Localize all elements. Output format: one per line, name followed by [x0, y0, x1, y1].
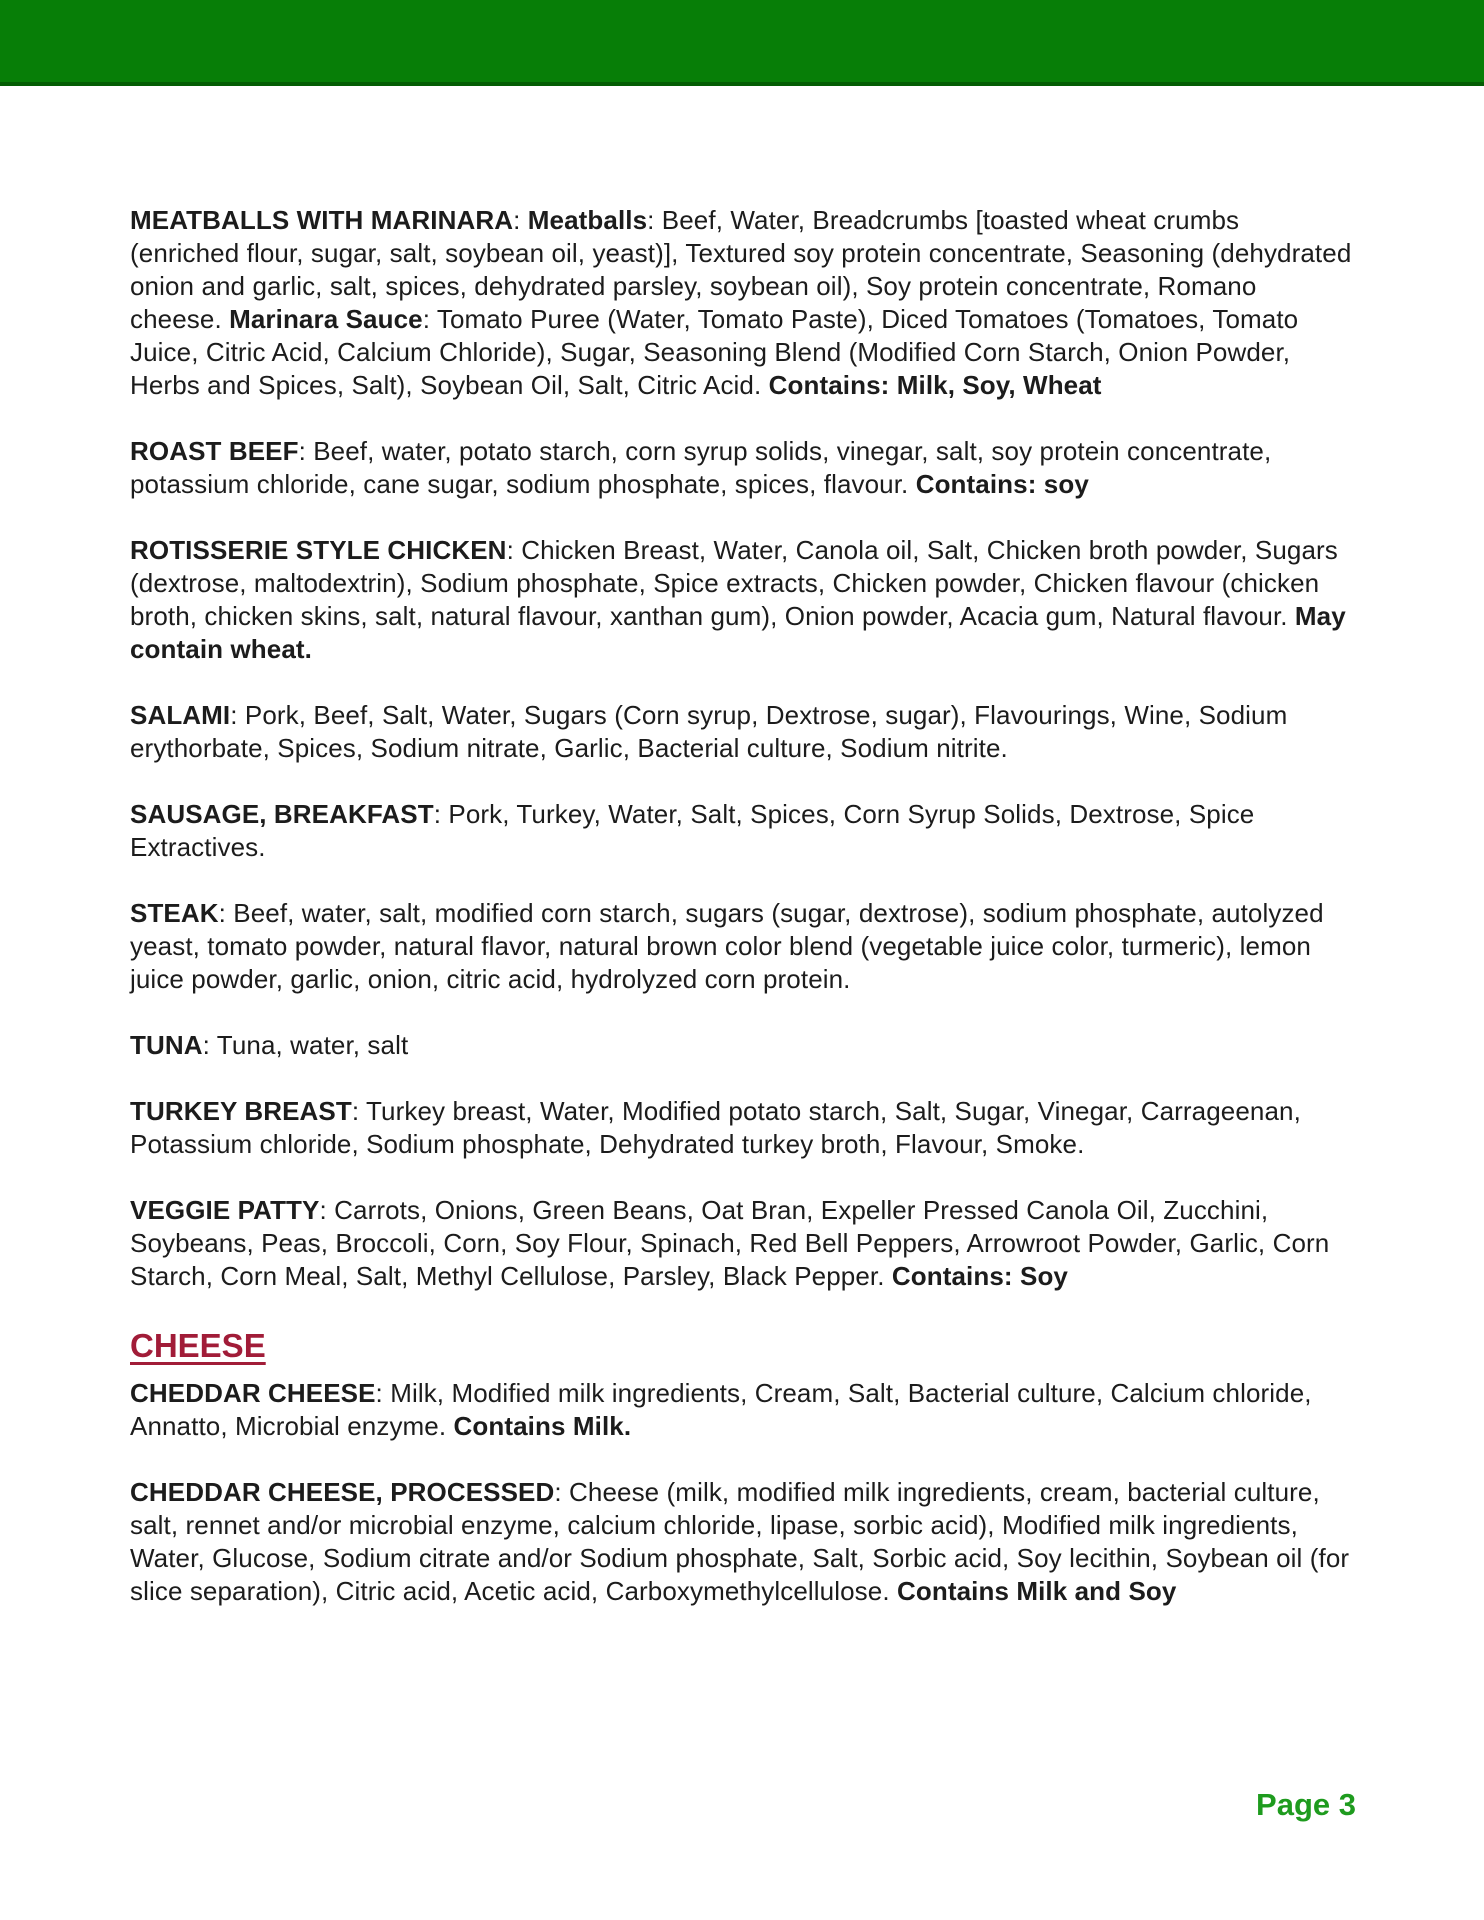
- ingredient-entry-cheddar-cheese-processed: [130, 1476, 1352, 1608]
- bold-text: ROAST BEEF: [130, 436, 299, 466]
- regular-text: : Beef, Water, Breadcrumbs [toasted wheat crumbs (enriched flour, sugar, salt, soybean oil, yeast)], Textured soy protein concentrate, Seasoning (dehydrated onion and garlic, salt, spices, dehydrated parsley, soybean oil), Soy protein concentrate, Romano cheese.: [130, 205, 1352, 334]
- ingredient-list: [130, 90, 1352, 1641]
- ingredient-entry-tuna: [130, 1029, 1352, 1062]
- regular-text: : Pork, Beef, Salt, Water, Sugars (Corn syrup, Dextrose, sugar), Flavourings, Wine, Sodium erythorbate, Spices, Sodium nitrate, Garlic, Bacterial culture, Sodium nitrite.: [130, 700, 1288, 763]
- bold-text: SAUSAGE, BREAKFAST: [130, 799, 434, 829]
- bold-text: VEGGIE PATTY: [130, 1195, 320, 1225]
- ingredient-entry-cheddar-cheese: [130, 1377, 1352, 1443]
- ingredient-entry-steak: [130, 897, 1352, 996]
- bold-text: May contain wheat.: [130, 601, 1346, 664]
- bold-text: Contains Milk.: [453, 1411, 632, 1441]
- section-heading-cheese: CHEESE: [130, 1327, 266, 1364]
- regular-text: : Turkey breast, Water, Modified potato starch, Salt, Sugar, Vinegar, Carrageenan, Potassium chloride, Sodium phosphate, Dehydrated turkey broth, Flavour, Smoke.: [130, 1096, 1301, 1159]
- regular-text: :: [513, 205, 528, 235]
- regular-text: : Carrots, Onions, Green Beans, Oat Bran, Expeller Pressed Canola Oil, Zucchini, Soybeans, Peas, Broccoli, Corn, Soy Flour, Spinach, Red Bell Peppers, Arrowroot Powder, Garlic, Corn Starch, Corn Meal, Salt, Methyl Cellulose, Parsley, Black Pepper.: [130, 1195, 1330, 1291]
- ingredient-entry-meatballs-with-marinara: [130, 204, 1352, 402]
- bold-text: Marinara Sauce: [229, 304, 423, 334]
- regular-text: : Chicken Breast, Water, Canola oil, Salt, Chicken broth powder, Sugars (dextrose, maltodextrin), Sodium phosphate, Spice extracts, Chicken powder, Chicken flavour (chicken broth, chicken skins, salt, natural flavour, xanthan gum), Onion powder, Acacia gum, Natural flavour.: [130, 535, 1338, 631]
- bold-text: Meatballs: [527, 205, 648, 235]
- ingredient-entry-sausage-breakfast: [130, 798, 1352, 864]
- regular-text: : Cheese (milk, modified milk ingredients, cream, bacterial culture, salt, rennet and/or microbial enzyme, calcium chloride, lipase, sorbic acid), Modified milk ingredients, Water, Glucose, Sodium citrate and/or Sodium phosphate, Salt, Sorbic acid, Soy lecithin, Soybean oil (for slice separation), Citric acid, Acetic acid, Carboxymethylcellulose.: [130, 1477, 1350, 1606]
- regular-text: : Tomato Puree (Water, Tomato Paste), Diced Tomatoes (Tomatoes, Tomato Juice, Citric Acid, Calcium Chloride), Sugar, Seasoning Blend (Modified Corn Starch, Onion Powder, Herbs and Spices, Salt), Soybean Oil, Salt, Citric Acid.: [130, 304, 1299, 400]
- ingredient-entry-rotisserie-style-chicken: [130, 534, 1352, 666]
- ingredient-entry-roast-beef: [130, 435, 1352, 501]
- bold-text: TUNA: [130, 1030, 203, 1060]
- regular-text: : Pork, Turkey, Water, Salt, Spices, Corn Syrup Solids, Dextrose, Spice Extractives.: [130, 799, 1255, 862]
- bold-text: Contains Milk and Soy: [896, 1576, 1177, 1606]
- bold-text: CHEDDAR CHEESE: [130, 1378, 376, 1408]
- bold-text: Contains: soy: [915, 469, 1089, 499]
- bold-text: ROTISSERIE STYLE CHICKEN: [130, 535, 507, 565]
- ingredient-entry-turkey-breast: [130, 1095, 1352, 1161]
- bold-text: Contains: Milk, Soy, Wheat: [768, 370, 1102, 400]
- bold-text: STEAK: [130, 898, 219, 928]
- regular-text: : Beef, water, potato starch, corn syrup solids, vinegar, salt, soy protein concentrate, potassium chloride, cane sugar, sodium phosphate, spices, flavour.: [130, 436, 1272, 499]
- regular-text: : Milk, Modified milk ingredients, Cream, Salt, Bacterial culture, Calcium chloride, Annatto, Microbial enzyme.: [130, 1378, 1312, 1441]
- bold-text: CHEDDAR CHEESE, PROCESSED: [130, 1477, 555, 1507]
- bold-text: TURKEY BREAST: [130, 1096, 352, 1126]
- regular-text: : Beef, water, salt, modified corn starch, sugars (sugar, dextrose), sodium phosphate, autolyzed yeast, tomato powder, natural flavor, natural brown color blend (vegetable juice color, turmeric), lemon juice powder, garlic, onion, citric acid, hydrolyzed corn protein.: [130, 898, 1324, 994]
- regular-text: : Tuna, water, salt: [202, 1030, 409, 1060]
- bold-text: Contains: Soy: [891, 1261, 1068, 1291]
- bold-text: SALAMI: [130, 700, 231, 730]
- ingredient-entry-veggie-patty: [130, 1194, 1352, 1293]
- bold-text: MEATBALLS WITH MARINARA: [130, 205, 514, 235]
- green-header-bar: [0, 0, 1484, 86]
- ingredient-entry-salami: [130, 699, 1352, 765]
- page-number: Page 3: [1256, 1787, 1356, 1822]
